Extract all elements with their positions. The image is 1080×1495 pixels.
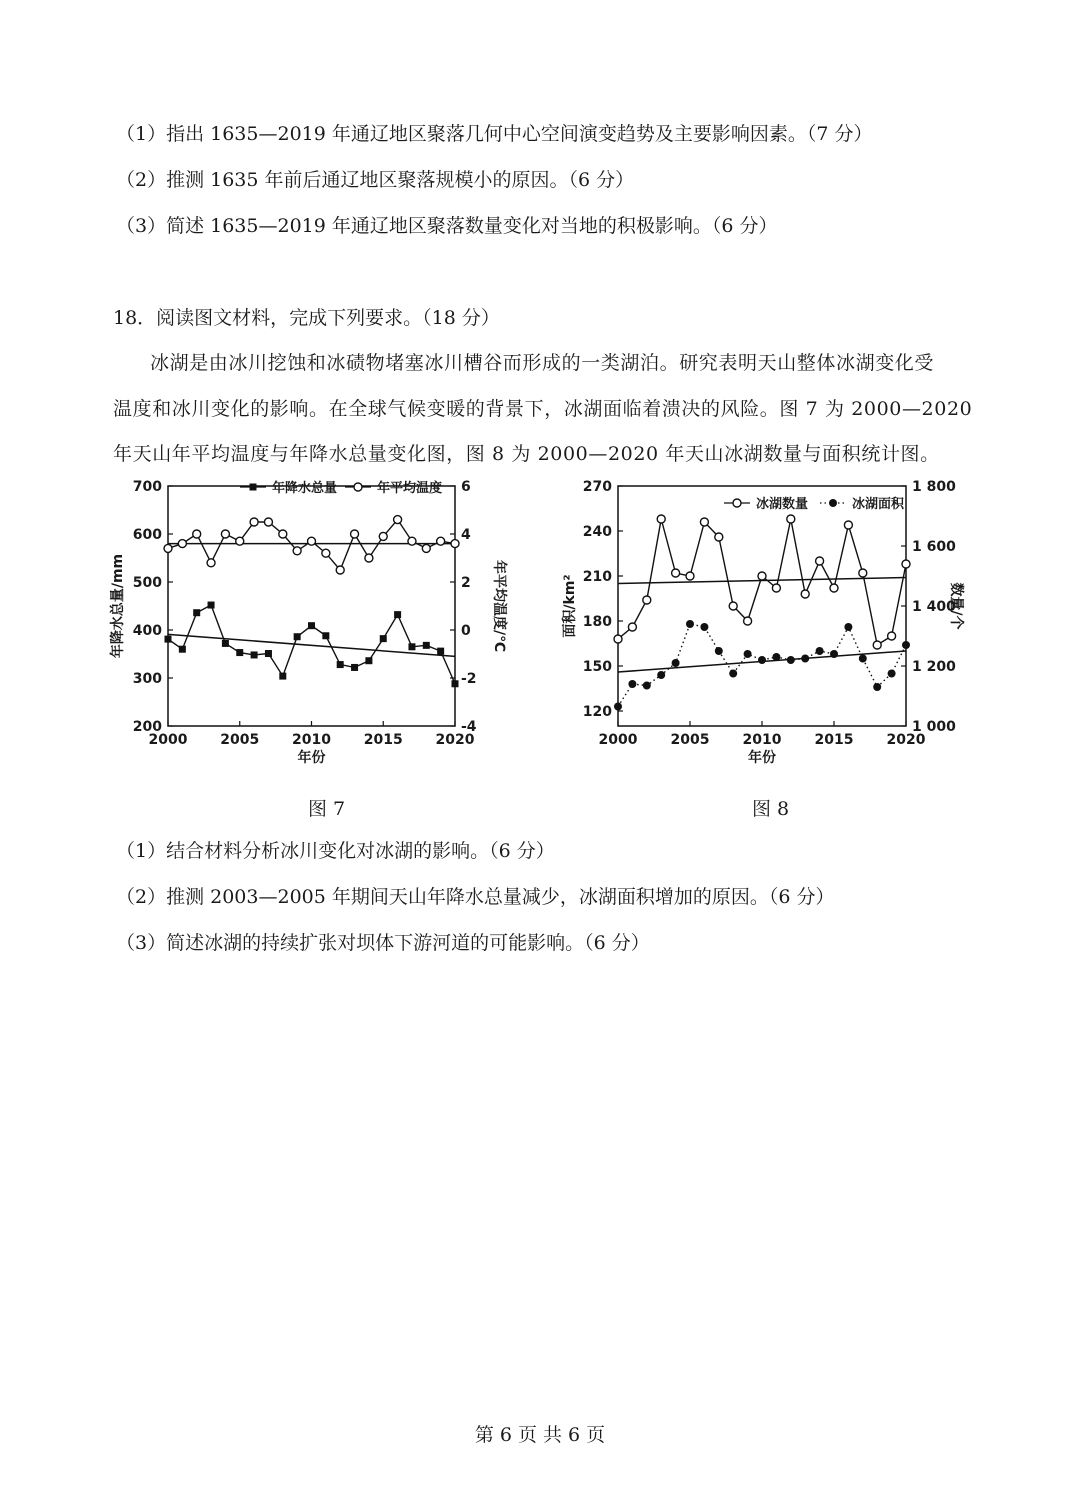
q17-sub1: （1）指出 1635—2019 年通辽地区聚落几何中心空间演变趋势及主要影响因素。（7 分）	[116, 123, 873, 145]
data-point	[408, 537, 416, 545]
q18-sub3: （3）简述冰湖的持续扩张对坝体下游河道的可能影响。（6 分）	[116, 932, 650, 954]
data-point	[672, 659, 680, 667]
legend-marker	[733, 499, 741, 507]
y-left-tick-label: 210	[582, 569, 612, 585]
data-point	[422, 544, 430, 552]
y-right-tick-label: 1 800	[912, 479, 956, 495]
data-point	[193, 530, 201, 538]
data-point	[293, 547, 301, 555]
data-point	[801, 590, 809, 598]
y-left-tick-label: 500	[132, 575, 162, 591]
x-tick-label: 2000	[598, 732, 638, 748]
y-left-tick-label: 120	[582, 704, 612, 720]
y-left-tick-label: 240	[582, 524, 612, 540]
x-axis-label: 年份	[748, 750, 776, 766]
data-point	[437, 537, 445, 545]
data-point	[902, 641, 910, 649]
y-left-axis-label: 年降水总量/mm	[110, 553, 126, 659]
data-point	[179, 646, 186, 653]
y-right-tick-label: 2	[461, 575, 471, 591]
figure-7-caption: 图 7	[308, 798, 346, 820]
data-point	[394, 516, 402, 524]
legend-label: 冰湖数量	[756, 497, 809, 512]
data-point	[208, 602, 215, 609]
x-tick-label: 2005	[220, 732, 260, 748]
y-right-axis-label: 数量/个	[948, 582, 964, 630]
x-axis-label: 年份	[297, 750, 326, 766]
data-point	[787, 656, 795, 664]
y-right-axis-label: 年平均温度/℃	[491, 559, 507, 653]
y-right-tick-label: 1 600	[912, 539, 956, 555]
y-left-tick-label: 600	[132, 527, 162, 543]
data-point	[787, 515, 795, 523]
y-right-tick-label: 1 400	[912, 599, 956, 615]
x-tick-label: 2010	[742, 732, 782, 748]
data-point	[758, 572, 766, 580]
y-left-tick-label: 150	[582, 659, 612, 675]
data-point	[437, 648, 444, 655]
legend-marker	[829, 499, 837, 507]
data-point	[888, 632, 896, 640]
y-right-tick-label: 4	[461, 527, 471, 543]
series-line-1	[618, 624, 906, 707]
data-point	[336, 566, 344, 574]
legend-label: 年降水总量	[272, 481, 338, 496]
data-point	[279, 530, 287, 538]
x-tick-label: 2010	[292, 732, 331, 748]
data-point	[164, 544, 172, 552]
data-point	[700, 623, 708, 631]
data-point	[816, 557, 824, 565]
data-point	[452, 680, 459, 687]
data-point	[308, 622, 315, 629]
data-point	[628, 623, 636, 631]
y-right-tick-label: 0	[461, 623, 471, 639]
q18-sub2: （2）推测 2003—2005 年期间天山年降水总量减少，冰湖面积增加的原因。（6 分）	[116, 886, 835, 908]
data-point	[729, 670, 737, 678]
data-point	[236, 649, 243, 656]
data-point	[614, 703, 622, 711]
data-point	[308, 537, 316, 545]
data-point	[380, 635, 387, 642]
y-left-tick-label: 180	[582, 614, 612, 630]
x-tick-label: 2005	[670, 732, 710, 748]
y-left-tick-label: 700	[132, 479, 162, 495]
data-point	[657, 671, 665, 679]
data-point	[859, 655, 867, 663]
legend-label: 年平均温度	[377, 481, 443, 496]
data-point	[859, 569, 867, 577]
data-point	[221, 530, 229, 538]
data-point	[222, 640, 229, 647]
legend-marker	[354, 483, 362, 491]
data-point	[251, 651, 258, 658]
data-point	[758, 656, 766, 664]
page-footer: 第 6 页 共 6 页	[474, 1424, 606, 1446]
data-point	[279, 673, 286, 680]
data-point	[686, 620, 694, 628]
y-left-tick-label: 400	[132, 623, 162, 639]
legend-label: 冰湖面积	[852, 497, 905, 512]
data-point	[700, 518, 708, 526]
data-point	[193, 609, 200, 616]
x-tick-label: 2015	[363, 732, 403, 748]
y-right-tick-label: 1 200	[912, 659, 956, 675]
data-point	[744, 650, 752, 658]
q18-para-line-1: 冰湖是由冰川挖蚀和冰碛物堵塞冰川槽谷而形成的一类湖泊。研究表明天山整体冰湖变化受	[150, 352, 935, 374]
data-point	[844, 521, 852, 529]
data-point	[322, 632, 329, 639]
data-point	[264, 518, 272, 526]
data-point	[744, 617, 752, 625]
data-point	[643, 596, 651, 604]
y-right-tick-label: -4	[461, 719, 477, 735]
data-point	[686, 572, 694, 580]
data-point	[236, 537, 244, 545]
data-point	[265, 650, 272, 657]
q18-para-line-2: 温度和冰川变化的影响。在全球气候变暖的背景下，冰湖面临着溃决的风险。图 7 为 2000—2020	[113, 398, 973, 420]
data-point	[408, 643, 415, 650]
data-point	[365, 657, 372, 664]
data-point	[351, 664, 358, 671]
figure-8-caption: 图 8	[752, 798, 790, 820]
data-point	[830, 584, 838, 592]
data-point	[830, 650, 838, 658]
legend-marker	[250, 484, 257, 491]
data-point	[873, 683, 881, 691]
figure-8-chart	[548, 470, 968, 780]
y-left-tick-label: 200	[132, 719, 162, 735]
data-point	[351, 530, 359, 538]
data-point	[322, 549, 330, 557]
q17-sub3: （3）简述 1635—2019 年通辽地区聚落数量变化对当地的积极影响。（6 分）	[116, 215, 778, 237]
x-tick-label: 2000	[148, 732, 188, 748]
data-point	[294, 633, 301, 640]
data-point	[628, 680, 636, 688]
figure-7-chart	[100, 470, 520, 780]
y-right-tick-label: 1 000	[912, 719, 956, 735]
data-point	[657, 515, 665, 523]
y-left-tick-label: 270	[582, 479, 612, 495]
data-point	[379, 532, 387, 540]
data-point	[772, 584, 780, 592]
x-tick-label: 2020	[435, 732, 475, 748]
y-left-tick-label: 300	[132, 671, 162, 687]
data-point	[178, 540, 186, 548]
data-point	[451, 540, 459, 548]
q18-para-line-3: 年天山年平均温度与年降水总量变化图，图 8 为 2000—2020 年天山冰湖数量与面积统计图。	[113, 443, 940, 465]
data-point	[423, 642, 430, 649]
data-point	[715, 647, 723, 655]
data-point	[614, 635, 622, 643]
data-point	[394, 611, 401, 618]
data-point	[801, 655, 809, 663]
x-tick-label: 2020	[886, 732, 926, 748]
q18-title: 18．阅读图文材料，完成下列要求。（18 分）	[113, 307, 500, 329]
data-point	[672, 569, 680, 577]
data-point	[337, 661, 344, 668]
data-point	[715, 533, 723, 541]
q17-sub2: （2）推测 1635 年前后通辽地区聚落规模小的原因。（6 分）	[116, 169, 635, 191]
data-point	[365, 554, 373, 562]
data-point	[729, 602, 737, 610]
y-right-tick-label: -2	[461, 671, 477, 687]
y-right-tick-label: 6	[461, 479, 471, 495]
data-point	[207, 559, 215, 567]
data-point	[888, 670, 896, 678]
data-point	[643, 682, 651, 690]
data-point	[844, 623, 852, 631]
data-point	[873, 641, 881, 649]
data-point	[902, 560, 910, 568]
x-tick-label: 2015	[814, 732, 854, 748]
y-left-axis-label: 面积/km²	[562, 574, 578, 638]
data-point	[816, 647, 824, 655]
data-point	[165, 636, 172, 643]
data-point	[250, 518, 258, 526]
q18-sub1: （1）结合材料分析冰川变化对冰湖的影响。（6 分）	[116, 840, 555, 862]
data-point	[772, 653, 780, 661]
